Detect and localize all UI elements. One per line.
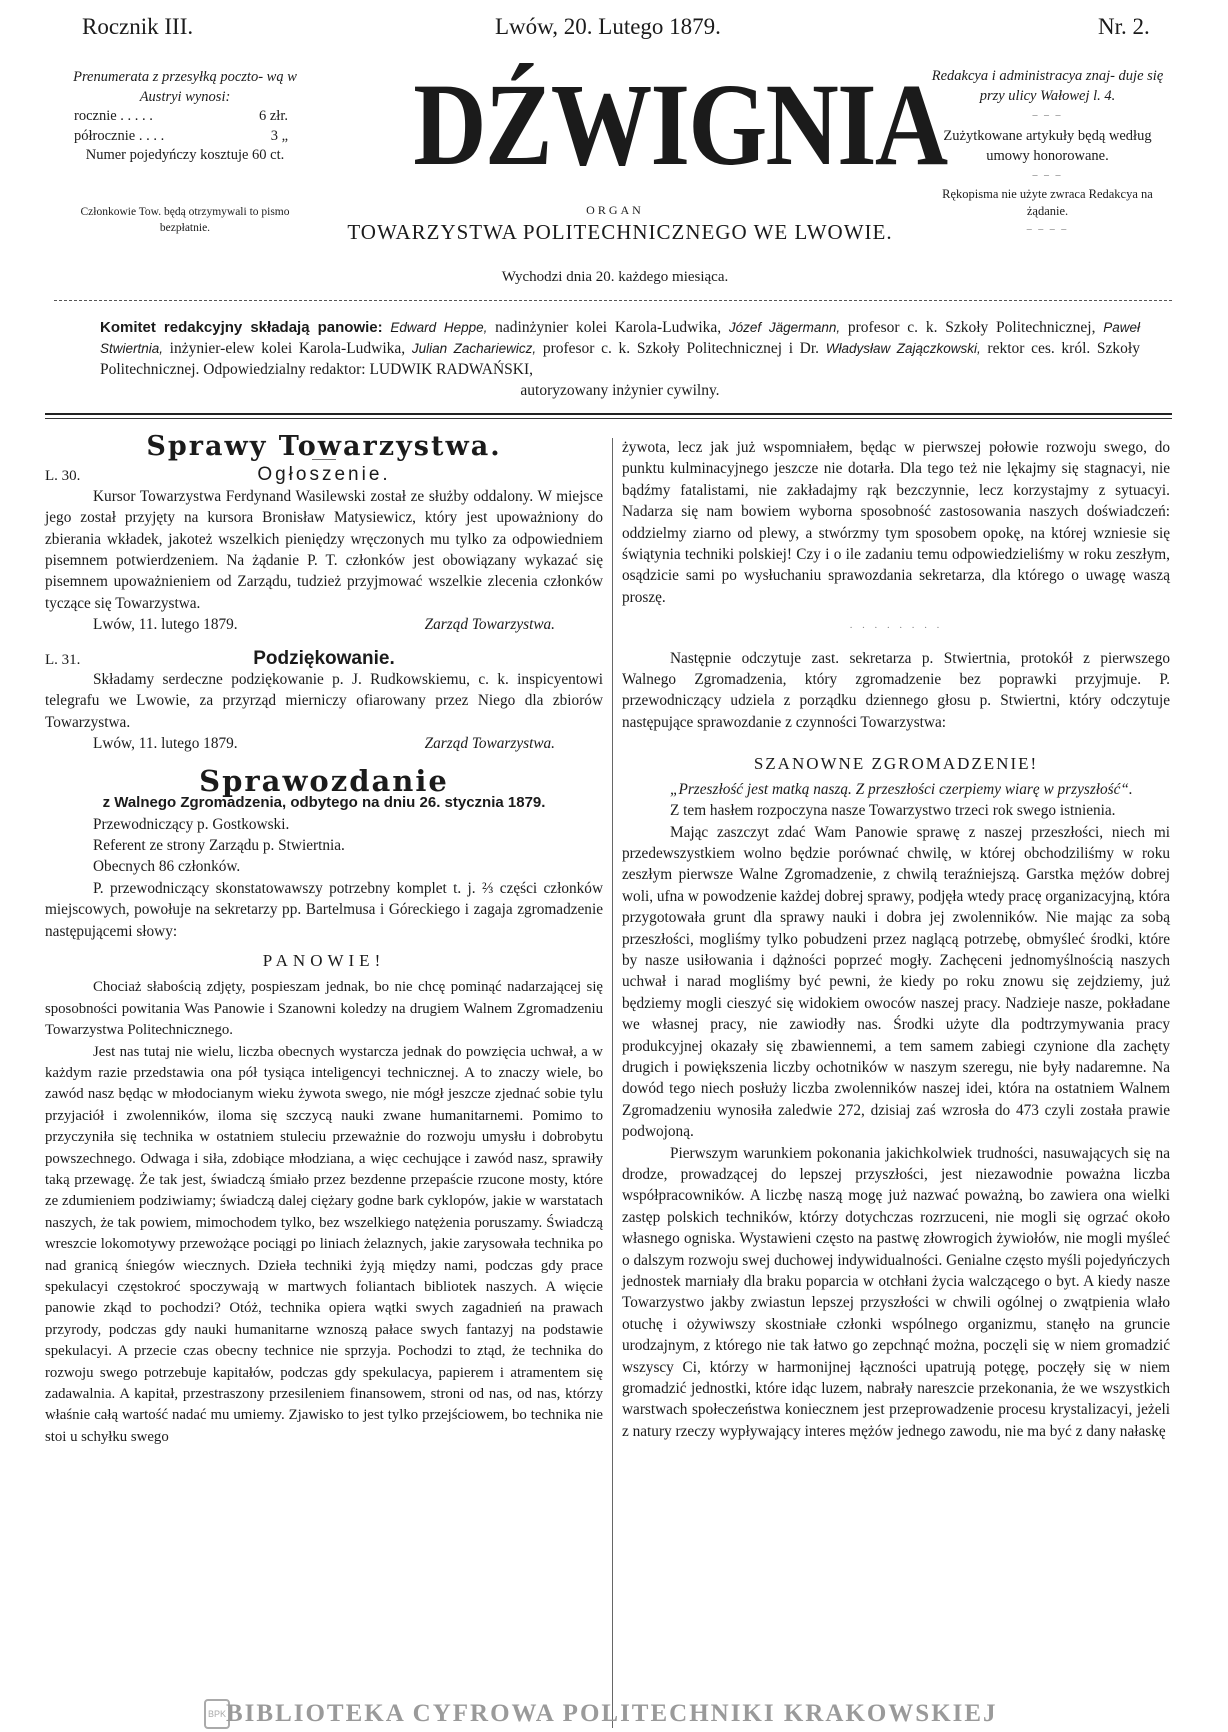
address-title: SZANOWNE ZGROMADZENIE! [753,754,1039,774]
separator: · · · · · · · · [849,622,943,635]
notice-date: Lwów, 11. lutego 1879. [93,616,238,634]
members-note: Członkowie Tow. będą otrzymywali to pismo bezpłatnie. [80,206,290,234]
issue-number: Nr. 2. [1098,14,1150,39]
committee-member: Władysław Zajączkowski, [825,341,981,356]
publication-schedule: Wychodzi dnia 20. każdego miesiąca. [501,269,729,285]
editorial-address: Redakcya i administracya znaj- duje się przy ulicy Wałowej l. 4. [931,68,1164,104]
half-label: półrocznie . . . . [74,127,165,144]
speech-paragraph: Jest nas tutaj nie wielu, liczba obecnych wystarcza jednak do powzięcia uchwał, a w każdym razie przedstawia ona pół tysiąca inteligencyi technicznej. A to znaczy wiele, bo zawód nasz będąc w młodocianym wieku żywota swego, nie mógł jeszcze zjednać sobie tylu przyjaciół i zwolenników, iloma się szczycą nauki zwane humanitarnemi. Pomimo to przyczyniła się technika w ostatniem stuleciu przeważnie do rozwoju umysłu i dobrobytu powszechnego. Odwaga i siła, zdobiące młodziana, a więc cechujące i zawód nasz, sprawiły taką przewagę. Że tak jest, świadczą śmiało przez bezdenne przepaście rzucone mosty, które ze zdumieniem podziwiamy; świadczą dalej ciężary godne bark cyklopów, jakie w warstatach naszych, że tak powiem, mimochodem tylko, bez wszelkiego natężenia poruszamy. Świadczą wreszcie lokomotywy przewożące pociągi po liniach żelaznych, jakie zarysowała technika po nad granicą śniegów wiecznych. Dzieła techniki żyją między nami, podczas gdy prace spekulacyi częstokroć spoczywają w martwych foliantach bibliotek naszych. A więcie panowie zkąd to pochodzi? Otóż, technika opiera wątki swych zagadnień na prawach przyrody, podczas gdy nauki humanitarne wznoszą pałace swych fantazyj na podstawie spekulacyi. A przecie czas obecny technice nie sprzyja. Pochodzi to ztąd, że technika do rozwoju swego potrzebuje kapitałów, podczas gdy spekulacya, papierem i atramentem się zadawalnia. A kapitał, przestraszony przesileniem finansowem, stroni od nas, od nas, którzy właśnie całą wartość nadać mu umiemy. Zjawisko to jest tylko przejściowem, bo technika nie stoi u schyłku swego [45,1043,603,1445]
yearly-value: 6 złr. [259,108,288,124]
notice-signature: Zarząd Towarzystwa. [424,735,555,753]
editor-title: autoryzowany inżynier cywilny. [520,382,720,399]
separator: ‒ ‒ ‒ [1032,110,1063,121]
speech-paragraph: Chociaż słabością zdjęty, pospieszam jednak, bo nie chcę pominąć nadarzającej się sposobności powitania Was Panowie i Szanowni koledzy na drugiem Walnem Zgromadzeniu Towarzystwa Politechnicznego. [45,979,603,1039]
subscription-intro: Prenumerata z przesyłką poczto- wą w Austryi wynosi: [73,69,297,105]
committee-member: Edward Heppe, [390,320,488,335]
organ-label: ORGAN [586,203,644,217]
committee-role: inżynier-elew kolei Karola-Ludwika, [163,340,412,357]
report-line: Referent ze strony Zarządu p. Stwiertnia. [93,836,345,854]
committee-role: profesor c. k. Szkoły Politechnicznej, [840,319,1104,336]
library-logo: BPK [204,1699,230,1729]
notice-date: Lwów, 11. lutego 1879. [93,735,238,753]
committee-role: profesor c. k. Szkoły Politechnicznej i Dr. [536,340,826,357]
library-watermark: BIBLIOTEKA CYFROWA POLITECHNIKI KRAKOWSKIEJ [226,1700,998,1727]
single-issue-price: Numer pojedyńczy kosztuje 60 ct. [85,147,285,163]
report-paragraph: Z tem hasłem rozpoczyna nasze Towarzystwo trzeci rok swego istnienia. [670,802,1116,820]
report-paragraph: Następnie odczytuje zast. sekretarza p. Stwiertnia, protokół z pierwszego Walnego Zgromadzenia, który zgromadzenie bez poprawki przyjmuje. P. przewodniczący udziela z porządku dziennego głosu p. Stwiertni, który odczytuje następujące sprawozdanie z czynności Towarzystwa: [622,649,1170,731]
society-name: TOWARZYSTWA POLITECHNICZNEGO WE LWOWIE. [347,220,893,244]
committee-lead: Komitet redakcyjny składają panowie: [100,319,383,336]
committee-role: nadinżynier kolei Karola-Ludwika, [487,319,729,336]
report-line: Obecnych 86 członków. [93,858,241,876]
subscription-half [56,127,314,147]
report-paragraph: Pierwszym warunkiem pokonania jakichkolwiek trudności, nasuwających się na drodze, prowadzącej do lepszej przyszłości, jest niezawodnie poważna liczba współpracowników. A liczbę naszą mogę już nazwać poważną, bo zawiera ona wielki zastęp polskich techników, którzy dotychczas rozrzuceni, nie mogli się ogrzać około własnego ogniska. Wystawieni często na pastwę złowrogich żywiołów, nie mogli myśleć o dalszym rozwoju swej duchowej indywidualności. Genialne często myśli pojedyńczych jednostek marniały dla braku poparcia w otchłani życia walczącego o byt. A kiedy nasze Towarzystwo jakby zwiastun lepszej przyszłości w chwili ogólnej o zwątpienia wlało otuchę i ożywiwszy skostniałe członki wspólnego organizmu, stanęło na gruncie urodzajnym, z którego nie tak łatwo go zepchnąć można, poczęli się w niem gromadzić wszyscy Ci, którzy w harmonijnej łączności upatrują potęgę, poczęły się w niem gromadzić jednostki, które idąc luzem, nabrały nareszcie przekonania, że we wszystkich warstwach społeczeństwa koniecznem jest przeprowadzenie procesu krystalizacyi, jeżeli z natury rzeczy wypływający interes mężów jednego zawodu, nie ma być z dany nałaskę [622,1144,1170,1440]
header-rule-solid [45,413,1172,415]
yearly-label: rocznie . . . . . [74,108,153,124]
editorial-articles: Zużytkowane artykuły będą według umowy honorowane. [943,128,1152,164]
editorial-manuscripts: Rękopisma nie użyte zwraca Redakcya na żądanie. [942,187,1153,218]
section-title: Sprawy Towarzystwa. [146,431,502,462]
committee-member: Józef Jägermann, [728,320,841,335]
committee-member: Julian Zachariewicz, [411,341,537,356]
notice-title: Podziękowanie. [253,647,395,669]
notice-title: Ogłoszenie. [257,464,391,486]
notice-number: L. 31. [45,651,81,668]
header-rule-dashed [54,300,1172,301]
notice-signature: Zarząd Towarzystwa. [424,616,555,634]
masthead-title: DŹWIGNIA [413,59,947,190]
subscription-yearly [56,107,314,127]
motto: „Przeszłość jest matką naszą. Z przeszłości czerpiemy wiarę w przyszłość“. [670,780,1133,798]
notice-podziekowanie [45,648,603,669]
notice-signature-row [45,733,603,754]
issue-date: Lwów, 20. Lutego 1879. [495,14,721,39]
editorial-box [925,66,1170,240]
notice-body: Składamy serdeczne podziękowanie p. J. Rudkowskiemu, c. k. inspicyentowi telegrafu we Lwowie, za przyrząd mierniczy ofiarowany przez Niego dla zbiorów Towarzystwa. [45,671,603,731]
report-line: Przewodniczący p. Gostkowski. [93,815,290,833]
column-divider [612,438,613,1728]
subscription-box [56,68,314,166]
left-column [45,432,603,1448]
notice-signature-row [45,614,603,635]
editorial-committee [100,317,1140,401]
notice-number: L. 30. [45,468,81,485]
report-paragraph: Mając zaszczyt zdać Wam Panowie sprawę z naszej przeszłości, niech mi przedewszystkiem wolno będzie porównać chwilę, w której obchodziliśmy w roku zeszłym pierwsze Walne Zgromadzenie, z chwilą teraźniejszą. Garstka mężów dobrej woli, ufna w powodzenie każdej dobrej sprawy, podjęła wtedy pracę organizacyjną, która przygotowała grunt dla sprawy nauki i dobra jej zwolenników. Nie mając za sobą przeszłości, mogliśmy tylko pobudzeni przez naglącą potrzebę, obmyśleć środki, które by nasze usiłowania i dążności poprzeć mogły. Zachęceni jednomyślnością naszych uchwał i narad mogliśmy być pewni, że kiedy po roku znowu się zejdziemy, już będziemy mogli cieszyć się widokiem owoców naszej pracy. Nadzieje nasze, pokładane we własnej pracy, nie zawiodły nas. Środki użyte dla podtrzymywania pracy produkcyjnej okazały się zbawiennemi, a tem samem zabiegi czynione dla zachęty drugich i powiększenia liczby ochotników w naszym szeregu, nie były nadaremne. Na dowód tego niech posłuży liczba zwolenników naszej idei, która na ostatniem Walnem Zgromadzeniu wynosiła zaledwie 272, dzisiaj zaś wzrosła do 473 czyli została prawie podwojoną. [622,823,1170,1141]
header-rule-thin [45,418,1172,419]
committee-member: Paweł Stwiertnia, [100,320,1141,356]
notice-ogloszenie [45,464,603,485]
report-paragraph: P. przewodniczący skonstatowawszy potrzebny komplet t. j. ⅔ części członków miejscowych, powołuje na sekretarzy pp. Bartelmusa i Góreckiego i zagaja zgromadzenie następującemi słowy: [45,879,603,940]
speech-address: PANOWIE! [262,950,386,970]
right-column [622,437,1170,1442]
separator: ‒ ‒ ‒ [1032,170,1063,181]
volume-label: Rocznik III. [82,14,194,39]
report-title: Sprawozdanie [199,763,449,798]
separator: ‒ ‒ ‒ ‒ [1026,224,1069,235]
notice-body: Kursor Towarzystwa Ferdynand Wasilewski został ze służby oddalony. W miejsce jego został przyjęty na kursora Bronisław Matysiewicz, który jest upoważniony do zbierania wkładek, jakoteż wszelkich pieniędzy wręczonych mu tylko za odpowiedniem pisemnem potwierdzeniem. Na żądanie P. T. członków jest obowiązany wykazać się pisemnem upoważnieniem od Zarządu, tudzież przyjmować wszelkie zlecenia członków tyczące się Towarzystwa. [45,487,603,612]
speech-continuation: żywota, lecz jak już wspomniałem, będąc w pierwszej połowie rozwoju swego, do punktu kulminacyjnego jeszcze nie dotarła. Dla tego też nie lękajmy się stagnacyi, nie bądźmy fatalistami, nie zakładajmy rąk bezczynnie, lecz korzystajmy z sytuacyi. Nadarza się nam bowiem wyborna sposobność zastosowania naszych doświadczeń: oddzielmy ziarno od plewy, a stwórzmy tym sposobem opokę, na której wzniesie się świątynia techniki polskiej! Czy i o ile zadaniu temu odpowiedzieliśmy w roku zeszłym, osądzicie sami po wysłuchaniu sprawozdania sekretarza, dla którego o uwagę waszą proszę. [622,439,1170,606]
report-subtitle: z Walnego Zgromadzenia, odbytego na dniu 26. stycznia 1879. [102,794,546,812]
committee-role: rektor ces. król. Szkoły Politechnicznej. Odpowiedzialny redaktor: LUDWIK RADWAŃSKI, [100,340,1140,378]
half-value: 3 „ [270,127,288,144]
